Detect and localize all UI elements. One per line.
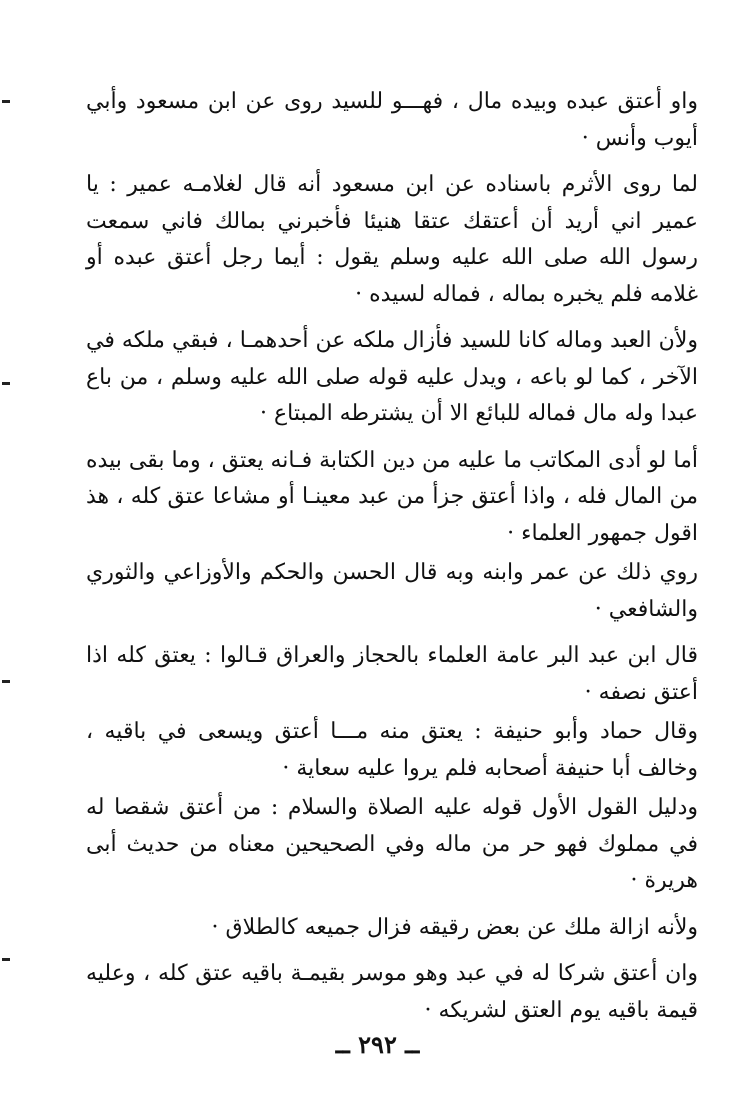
- paragraph: ولأنه ازالة ملك عن بعض رقيقه فزال جميعه كالطلاق ·: [211, 914, 698, 940]
- scan-edge-mark: [2, 680, 10, 683]
- scan-edge-mark: [2, 100, 10, 103]
- scan-edge-mark: [2, 958, 10, 961]
- paragraph: لما روى الأثرم باسناده عن ابن مسعود أنه قال لغلامـه عمير : يا عمير اني أريد أن أعتقك عتقا هنيئا فأخبرني بمالك فاني سمعت رسول الله صلى الله عليه وسلم يقول : أيما رجل أعتق عبده أو غلامه فلم يخبره بماله ، فماله لسيده ·: [86, 172, 698, 307]
- paragraph: روي ذلك عن عمر وابنه وبه قال الحسن والحكم والأوزاعي والثوري والشافعي ·: [86, 560, 698, 622]
- paragraph: ودليل القول الأول قوله عليه الصلاة والسلام : من أعتق شقصا له في مملوك فهو حر من ماله وفي الصحيحين معناه من حديث أبى هريرة ·: [86, 795, 698, 893]
- paragraph: واو أعتق عبده وبيده مال ، فهـــو للسيد روى عن ابن مسعود وأبي أيوب وأنس ·: [86, 89, 698, 151]
- scan-edge-mark: [2, 382, 10, 385]
- page-body-text: [86, 84, 698, 1029]
- paragraph: وقال حماد وأبو حنيفة : يعتق منه مـــا أعتق ويسعى في باقيه ، وخالف أبا حنيفة أصحابه فلم يروا عليه سعاية ·: [86, 719, 698, 781]
- paragraph: قال ابن عبد البر عامة العلماء بالحجاز والعراق قـالوا : يعتق كله اذا أعتق نصفه ·: [86, 643, 698, 705]
- paragraph: وان أعتق شركا له في عبد وهو موسر بقيمـة باقيه عتق كله ، وعليه قيمة باقيه يوم العتق لشريكه ·: [86, 961, 698, 1023]
- paragraph: ولأن العبد وماله كانا للسيد فأزال ملكه عن أحدهمـا ، فبقي ملكه في الآخر ، كما لو باعه ، ويدل عليه قوله صلى الله عليه وسلم ، من باع عبدا وله مال فماله للبائع الا أن يشترطه المبتاع ·: [86, 328, 698, 426]
- paragraph: أما لو أدى المكاتب ما عليه من دين الكتابة فـانه يعتق ، وما بقى بيده من المال فله ، واذا أعتق جزأ من عبد معينـا أو مشاعا عتق كله ، هذ اقول جمهور العلماء ·: [86, 447, 698, 546]
- page-number: ــ ٢٩٢ ــ: [335, 1030, 420, 1059]
